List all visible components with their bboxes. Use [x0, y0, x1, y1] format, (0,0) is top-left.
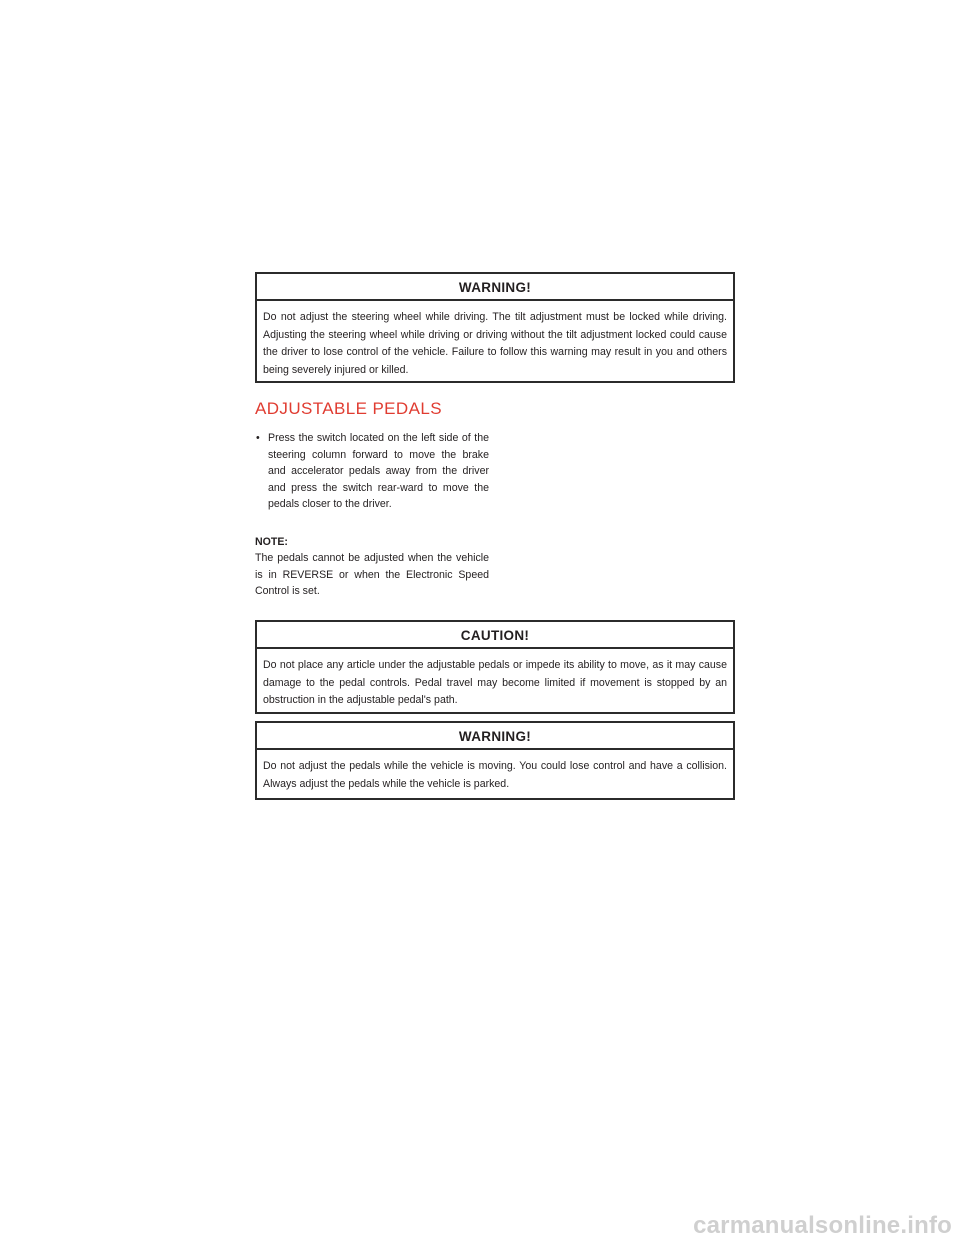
note-text: The pedals cannot be adjusted when the vehicle is in REVERSE or when the Electronic Speed Control is set.: [255, 552, 489, 598]
warning-text: Do not adjust the steering wheel while driving. The tilt adjustment must be locked while driving. Adjusting the steering wheel while driving or driving without the tilt adjustment locked could cause the driver to lose control of the vehicle. Failure to follow this warning may result in you and others being severely injured or killed.: [263, 311, 727, 376]
warning-box-pedals: [255, 721, 735, 800]
warning-text: Do not adjust the pedals while the vehicle is moving. You could lose control and have a collision. Always adjust the pedals while the vehicle is parked.: [263, 760, 727, 790]
note-label: NOTE:: [255, 536, 288, 548]
caution-heading: CAUTION!: [257, 622, 733, 649]
warning-heading: WARNING!: [257, 723, 733, 750]
caution-text: Do not place any article under the adjustable pedals or impede its ability to move, as it may cause damage to the pedal controls. Pedal travel may become limited if movement is stopped by an obstruction in the adjustable pedal's path.: [263, 659, 727, 706]
section-title: ADJUSTABLE PEDALS: [255, 399, 442, 418]
list-item-text: Press the switch located on the left side of the steering column forward to move the brake and accelerator pedals away from the driver and press the switch rear-ward to move the pedals closer to the driver.: [268, 432, 489, 511]
bullet-icon: •: [256, 432, 260, 444]
instruction-list: [255, 430, 489, 513]
caution-box-pedals: [255, 620, 735, 714]
list-item: [255, 430, 489, 513]
warning-heading: WARNING!: [257, 274, 733, 301]
warning-box-steering: [255, 272, 735, 383]
watermark-logo: carmanualsonline.info: [693, 1212, 952, 1239]
